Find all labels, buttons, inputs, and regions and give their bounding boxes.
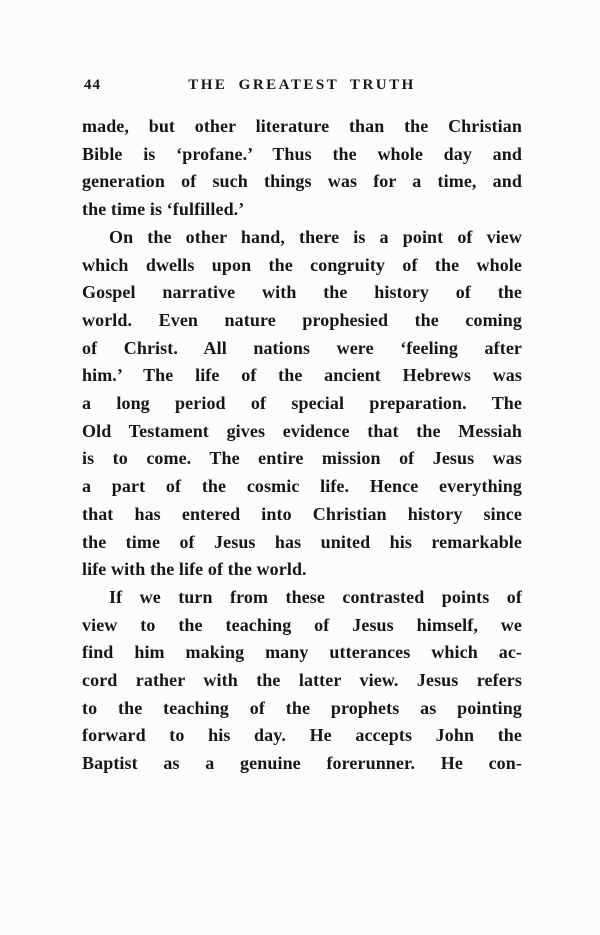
- text-line: world. Even nature prophesied the coming: [82, 309, 522, 330]
- text-line: to the teaching of the prophets as pointing: [82, 697, 522, 718]
- text-line: the time is ‘fulfilled.’: [82, 199, 245, 220]
- text-line: the time of Jesus has united his remarkable: [82, 531, 522, 552]
- text-line: If we turn from these contrasted points of: [109, 586, 522, 607]
- text-line: On the other hand, there is a point of view: [109, 226, 522, 247]
- text-line: Gospel narrative with the history of the: [82, 282, 522, 303]
- paragraph: [82, 113, 522, 224]
- text-line: Old Testament gives evidence that the Messiah: [82, 420, 522, 441]
- page-header: [82, 76, 522, 98]
- text-line: made, but other literature than the Christian: [82, 116, 522, 136]
- text-line: Baptist as a genuine forerunner. He con-: [82, 753, 522, 774]
- text-line: him.’ The life of the ancient Hebrews was: [82, 365, 522, 386]
- text-line: a long period of special preparation. The: [82, 393, 522, 414]
- page-number: 44: [84, 77, 101, 93]
- text-body: [82, 113, 522, 778]
- paragraph: [82, 584, 522, 778]
- text-line: cord rather with the latter view. Jesus refers: [82, 670, 522, 691]
- text-line: which dwells upon the congruity of the whole: [82, 254, 522, 275]
- text-line: generation of such things was for a time, and: [82, 171, 522, 192]
- text-line: that has entered into Christian history since: [82, 503, 522, 524]
- text-line: life with the life of the world.: [82, 559, 307, 580]
- text-line: a part of the cosmic life. Hence everything: [82, 476, 522, 497]
- running-title: THE GREATEST TRUTH: [188, 77, 416, 93]
- text-line: is to come. The entire mission of Jesus was: [82, 448, 522, 469]
- text-line: view to the teaching of Jesus himself, we: [82, 614, 522, 635]
- text-line: forward to his day. He accepts John the: [82, 725, 522, 746]
- paragraph: [82, 224, 522, 584]
- text-line: find him making many utterances which ac-: [82, 642, 522, 663]
- text-line: of Christ. All nations were ‘feeling after: [82, 337, 522, 358]
- text-line: Bible is ‘profane.’ Thus the whole day and: [82, 143, 522, 164]
